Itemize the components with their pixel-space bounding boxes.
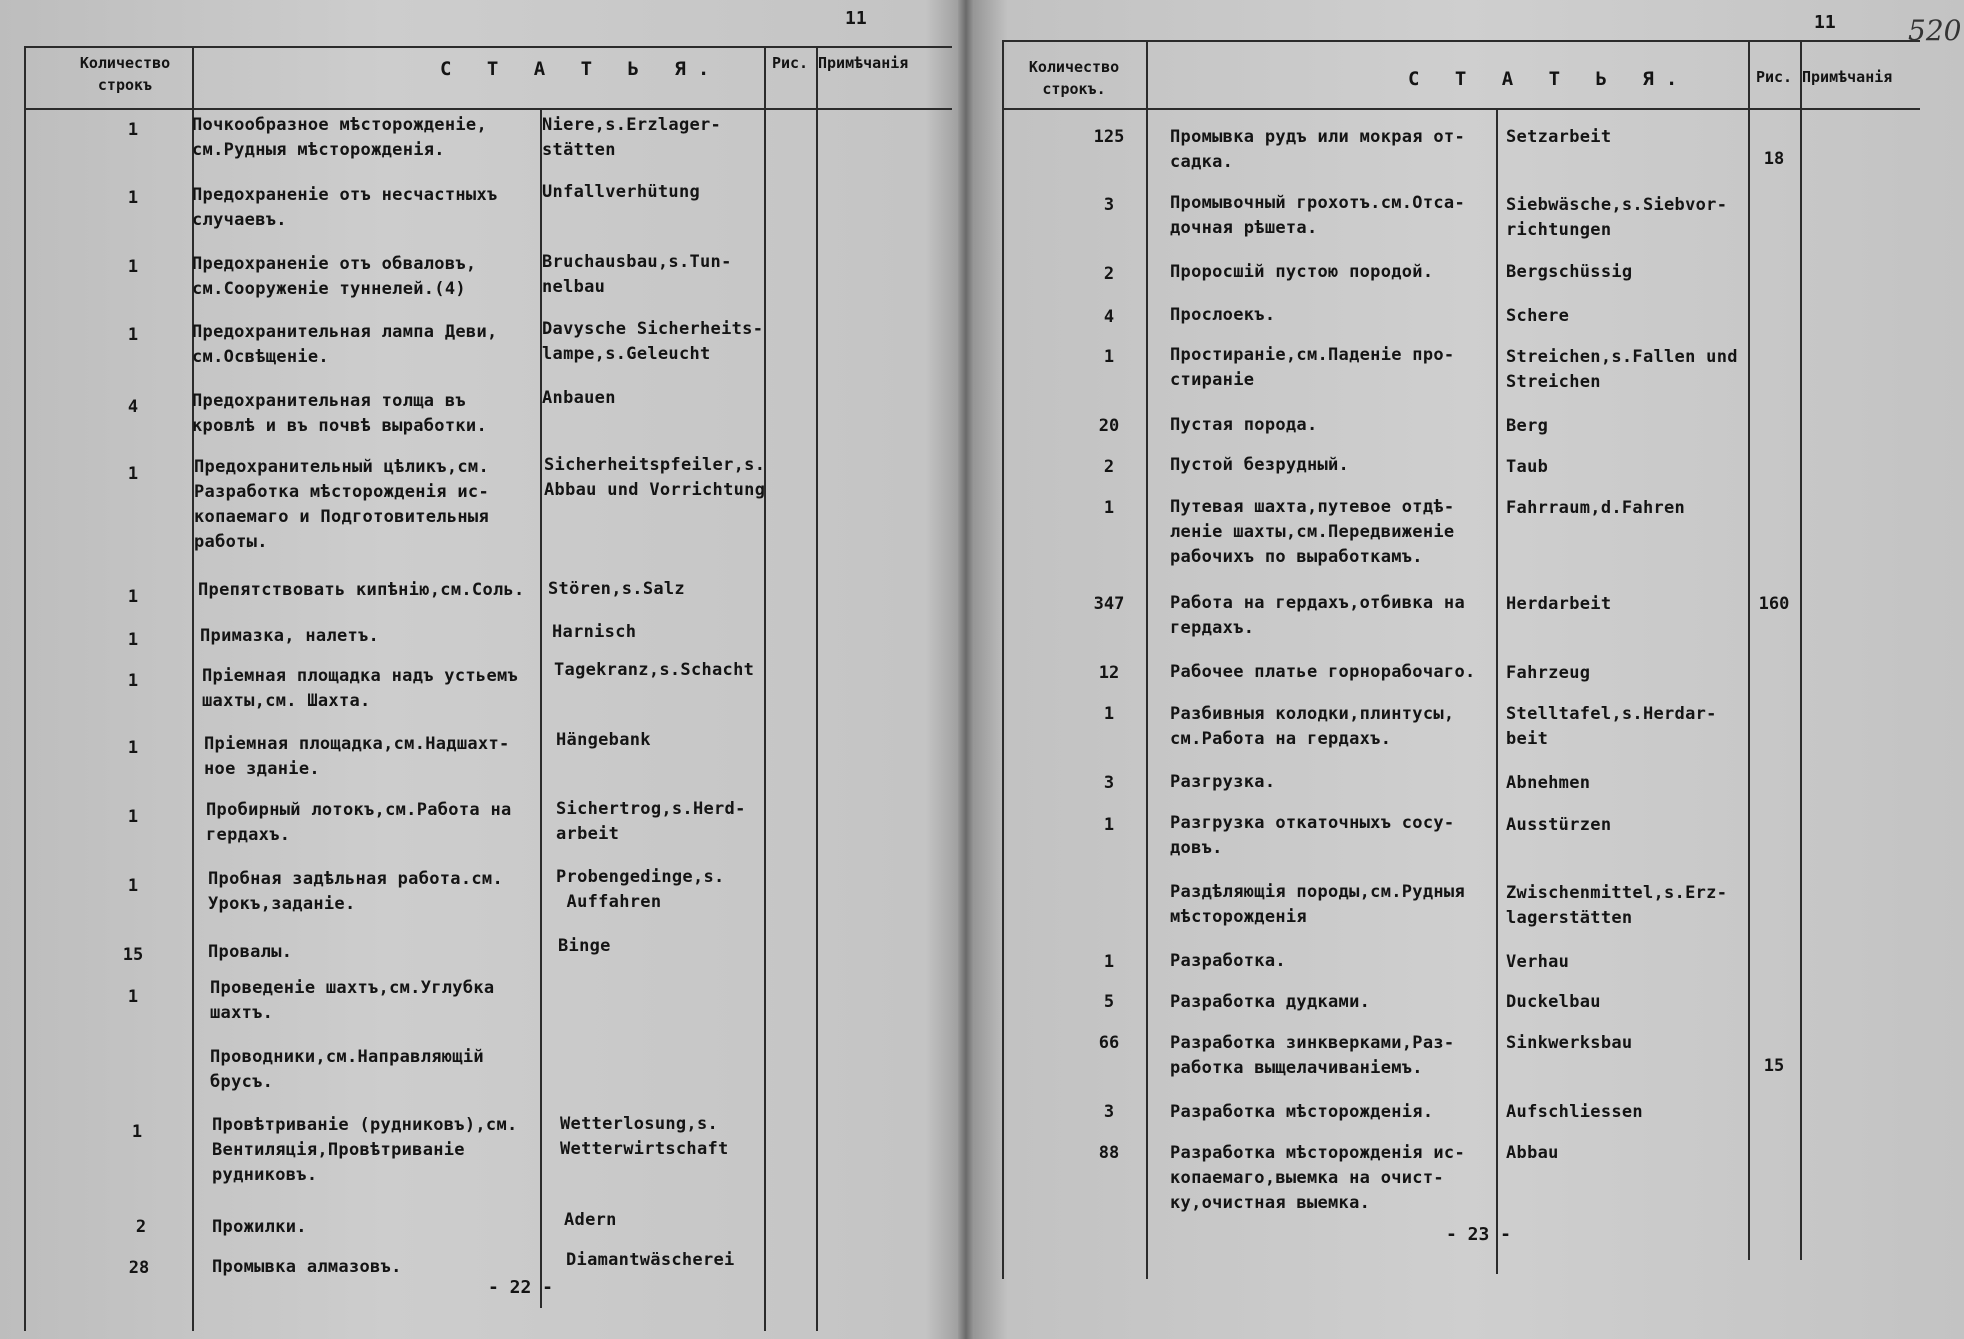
left-row-german: Probengedinge,s. Auffahren — [556, 867, 725, 912]
right-row-russian: Разработка дудками. — [1170, 992, 1371, 1012]
right-row-russian: Промывочный грохотъ.см.Отса- дочная рѣшета. — [1170, 193, 1465, 238]
left-page-footer: - 22 - — [488, 1277, 554, 1298]
right-handwritten-folio-number: 520 — [1908, 14, 1962, 47]
right-row-count: 1 — [1103, 498, 1115, 518]
left-table-top-border — [24, 46, 952, 48]
right-row-russian: Пустой безрудный. — [1170, 455, 1350, 475]
right-row-german: Taub — [1506, 457, 1549, 477]
left-row-german: Harnisch — [552, 622, 637, 642]
right-count-column-border — [1146, 40, 1148, 1279]
left-row-count: 1 — [127, 738, 139, 758]
right-row-count: 4 — [1103, 307, 1115, 327]
left-header-count: Количество строкъ — [79, 54, 171, 94]
right-notes-column-border — [1800, 40, 1802, 1260]
left-row-russian: Препятствовать кипѣнію,см.Соль. — [198, 580, 525, 600]
right-page-footer: - 23 - — [1446, 1224, 1512, 1245]
right-table-top-border — [1002, 40, 1920, 42]
left-row-count: 1 — [131, 1122, 143, 1142]
left-row-count: 1 — [127, 876, 139, 896]
left-row-count: 4 — [127, 397, 139, 417]
right-row-german: Schere — [1506, 306, 1570, 326]
left-row-count: 1 — [127, 325, 139, 345]
left-ris-column-border — [764, 46, 766, 1331]
right-row-count: 12 — [1098, 663, 1120, 683]
left-row-russian: Пріемная площадка,см.Надшахт- ное зданіе. — [204, 734, 510, 779]
right-header-article: С Т А Т Ь Я. — [1408, 68, 1690, 90]
right-row-russian: Раздѣляющія породы,см.Рудныя мѣсторожденія — [1170, 882, 1465, 927]
right-row-russian: Разгрузка откаточныхъ сосу- довъ. — [1170, 813, 1455, 858]
right-row-russian: Пустая порода. — [1170, 415, 1318, 435]
right-row-russian: Работа на гердахъ,отбивка на гердахъ. — [1170, 593, 1465, 638]
left-row-russian: Прожилки. — [212, 1217, 307, 1237]
right-row-german: Abbau — [1506, 1143, 1559, 1163]
right-row-count: 347 — [1093, 594, 1125, 614]
right-row-russian: Простираніе,см.Паденіе про- стираніе — [1170, 345, 1455, 390]
right-row-count: 125 — [1093, 127, 1125, 147]
left-row-russian: Промывка алмазовъ. — [212, 1257, 402, 1277]
left-row-german: Diamantwäscherei — [566, 1250, 735, 1270]
left-row-german: Anbauen — [542, 388, 616, 408]
left-row-german: Adern — [564, 1210, 617, 1230]
right-row-german: Abnehmen — [1506, 773, 1591, 793]
left-row-count: 1 — [127, 587, 139, 607]
right-row-german: Fahrzeug — [1506, 663, 1591, 683]
left-row-russian: Пробирный лотокъ,см.Работа на гердахъ. — [206, 800, 512, 845]
right-row-count: 3 — [1103, 1102, 1115, 1122]
right-row-count: 3 — [1103, 195, 1115, 215]
left-header-bottom-border — [24, 108, 952, 110]
right-header-count: Количество строкъ. — [1028, 58, 1120, 98]
right-header-notes: Примѣчанія — [1802, 68, 1893, 86]
right-row-ris: 15 — [1763, 1056, 1785, 1076]
left-row-count: 28 — [128, 1258, 150, 1278]
right-row-russian: Разработка. — [1170, 951, 1286, 971]
right-row-german: Siebwäsche,s.Siebvor- richtungen — [1506, 195, 1728, 240]
right-row-german: Fahrraum,d.Fahren — [1506, 498, 1686, 518]
left-row-count: 1 — [127, 464, 139, 484]
left-row-russian: Предохранительная толща въ кровлѣ и въ почвѣ выработки. — [192, 391, 487, 436]
right-row-count: 2 — [1103, 264, 1115, 284]
right-table-left-border — [1002, 40, 1004, 1279]
right-row-count: 2 — [1103, 457, 1115, 477]
left-row-german: Wetterlosung,s. Wetterwirtschaft — [560, 1114, 729, 1159]
left-page-number: 11 — [845, 8, 867, 29]
right-row-count: 1 — [1103, 704, 1115, 724]
right-row-russian: Разбивныя колодки,плинтусы, см.Работа на гердахъ. — [1170, 704, 1455, 749]
left-row-german: Niere,s.Erzlager- stätten — [542, 115, 722, 160]
left-row-count: 1 — [127, 807, 139, 827]
left-count-column-border — [192, 46, 194, 1331]
right-row-russian: Промывка рудъ или мокрая от- садка. — [1170, 127, 1465, 172]
left-row-russian: Предохранительная лампа Деви, см.Освѣщеніе. — [192, 322, 498, 367]
right-row-count: 88 — [1098, 1143, 1120, 1163]
left-row-russian: Пріемная площадка надъ устьемъ шахты,см. Шахта. — [202, 666, 519, 711]
right-row-german: Bergschüssig — [1506, 262, 1633, 282]
left-notes-column-border — [816, 46, 818, 1331]
right-row-german: Sinkwerksbau — [1506, 1033, 1633, 1053]
left-row-russian: Почкообразное мѣсторожденіе, см.Рудныя мѣсторожденія. — [192, 115, 487, 160]
left-row-german: Bruchausbau,s.Tun- nelbau — [542, 252, 732, 297]
right-row-german: Ausstürzen — [1506, 815, 1612, 835]
right-row-russian: Путевая шахта,путевое отдѣ- леніе шахты,см.Передвиженіе рабочихъ по выработкамъ. — [1170, 497, 1455, 567]
left-row-count: 2 — [135, 1217, 147, 1237]
left-row-german: Hängebank — [556, 730, 651, 750]
left-row-german: Binge — [558, 936, 611, 956]
right-row-german: Herdarbeit — [1506, 594, 1612, 614]
left-row-count: 1 — [127, 257, 139, 277]
right-row-ris: 160 — [1758, 594, 1790, 614]
left-row-count: 1 — [127, 987, 139, 1007]
right-row-ris: 18 — [1763, 149, 1785, 169]
left-row-russian: Проводники,см.Направляющій брусъ. — [210, 1047, 484, 1092]
left-row-german: Sichertrog,s.Herd- arbeit — [556, 799, 746, 844]
right-page-number: 11 — [1814, 12, 1836, 33]
right-row-german: Zwischenmittel,s.Erz- lagerstätten — [1506, 883, 1728, 928]
left-row-russian: Предохраненіе отъ обваловъ, см.Сооруженіе туннелей.(4) — [192, 254, 477, 299]
left-row-german: Unfallverhütung — [542, 182, 701, 202]
left-row-german: Sicherheitspfeiler,s. Abbau und Vorrichtung — [544, 455, 766, 500]
right-row-german: Aufschliessen — [1506, 1102, 1643, 1122]
right-row-russian: Разработка мѣсторожденія ис- копаемаго,выемка на очист- ку,очистная выемка. — [1170, 1143, 1465, 1213]
right-row-count: 5 — [1103, 992, 1115, 1012]
left-row-russian: Провѣтриваніе (рудниковъ),см. Вентиляція,Провѣтриваніе рудниковъ. — [212, 1115, 518, 1185]
left-row-count: 1 — [127, 188, 139, 208]
right-row-german: Duckelbau — [1506, 992, 1601, 1012]
right-row-german: Verhau — [1506, 952, 1570, 972]
right-row-german: Setzarbeit — [1506, 127, 1612, 147]
left-header-ris: Рис. — [771, 54, 809, 72]
right-row-russian: Пророcшій пустою породой. — [1170, 262, 1434, 282]
right-row-russian: Разработка зинкверками,Раз- работка выщелачиваніемъ. — [1170, 1033, 1455, 1078]
left-row-russian: Примазка, налетъ. — [200, 626, 380, 646]
left-row-count: 1 — [127, 120, 139, 140]
right-row-count: 20 — [1098, 416, 1120, 436]
left-row-russian: Предохранительный цѣликъ,см. Разработка мѣсторожденія ис- копаемаго и Подготовительныя работы. — [194, 457, 489, 552]
left-header-article: С Т А Т Ь Я. — [440, 58, 722, 80]
left-row-count: 1 — [127, 630, 139, 650]
right-row-russian: Разработка мѣсторожденія. — [1170, 1102, 1434, 1122]
right-row-german: Berg — [1506, 416, 1549, 436]
left-row-german: Tagekranz,s.Schacht — [554, 660, 755, 680]
right-row-count: 3 — [1103, 773, 1115, 793]
left-row-russian: Провалы. — [208, 942, 293, 962]
right-row-russian: Разгрузка. — [1170, 772, 1276, 792]
right-row-german: Stelltafel,s.Herdar- beit — [1506, 704, 1717, 749]
right-row-count: 1 — [1103, 347, 1115, 367]
left-header-notes: Примѣчанія — [818, 54, 909, 72]
left-row-russian: Проведеніе шахтъ,см.Углубка шахтъ. — [210, 978, 495, 1023]
left-row-german: Davysche Sicherheits- lampe,s.Geleucht — [542, 319, 764, 364]
left-row-russian: Предохраненіе отъ несчастныхъ случаевъ. — [192, 185, 498, 230]
right-header-bottom-border — [1002, 108, 1920, 110]
left-row-count: 1 — [127, 671, 139, 691]
left-row-german: Stören,s.Salz — [548, 579, 685, 599]
book-gutter — [958, 0, 974, 1339]
left-table-left-border — [24, 46, 26, 1331]
right-german-column-border — [1496, 108, 1498, 1274]
right-row-count: 66 — [1098, 1033, 1120, 1053]
left-row-russian: Пробная задѣльная работа.см. Урокъ,заданіе. — [208, 869, 503, 914]
right-row-german: Streichen,s.Fallen und Streichen — [1506, 347, 1738, 392]
right-header-ris: Рис. — [1755, 68, 1793, 86]
right-row-count: 1 — [1103, 815, 1115, 835]
left-row-count: 15 — [122, 945, 144, 965]
right-row-russian: Рабочее платье горнорабочаго. — [1170, 662, 1476, 682]
right-row-russian: Прослоекъ. — [1170, 305, 1276, 325]
right-row-count: 1 — [1103, 952, 1115, 972]
